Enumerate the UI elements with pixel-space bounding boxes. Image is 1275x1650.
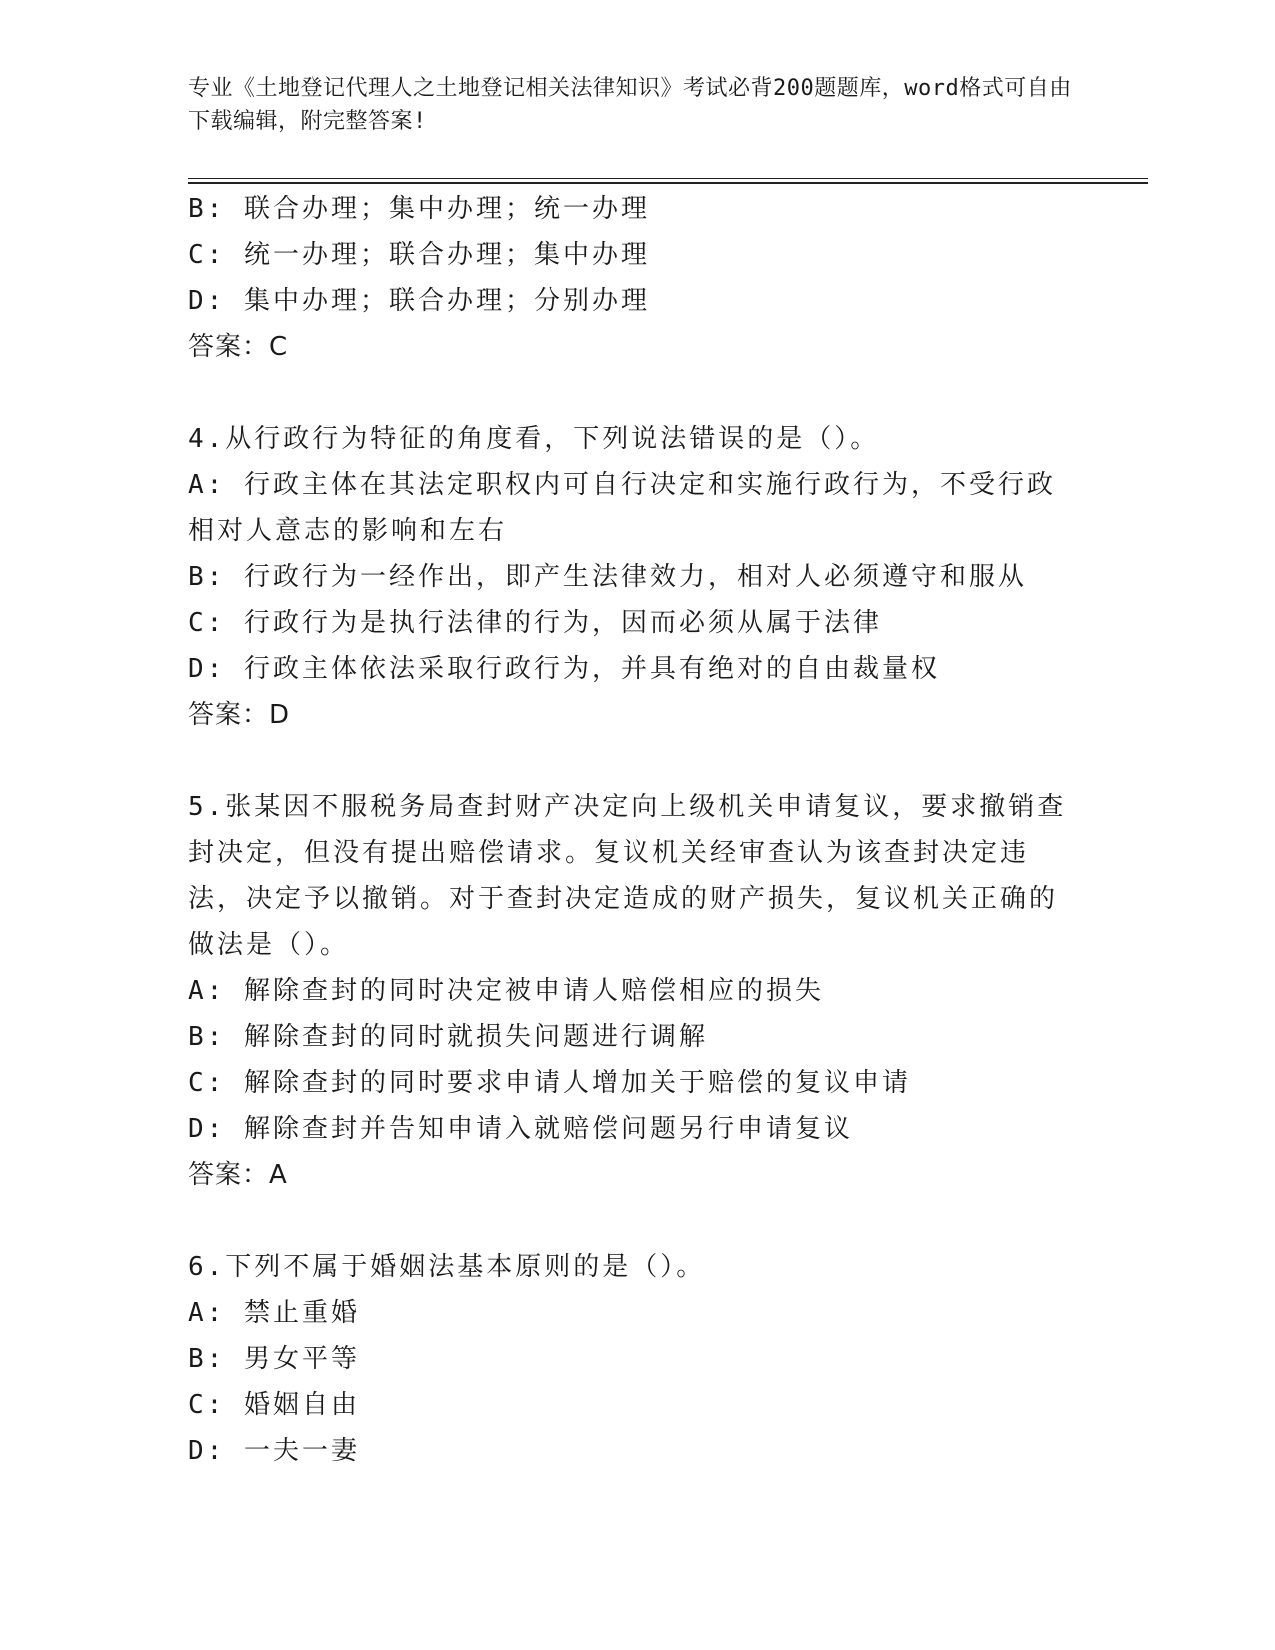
option-a: A: 解除查封的同时决定被申请人赔偿相应的损失 bbox=[188, 976, 824, 1006]
answer-line: 答案：D bbox=[188, 700, 291, 730]
question-4 bbox=[188, 416, 1068, 738]
spacer bbox=[188, 370, 1068, 416]
option-a: A: 禁止重婚 bbox=[188, 1298, 360, 1328]
answer-line: 答案：C bbox=[188, 332, 289, 362]
option-c: C: 统一办理；联合办理；集中办理 bbox=[188, 240, 650, 270]
option-d: D: 一夫一妻 bbox=[188, 1436, 360, 1466]
option-c: C: 婚姻自由 bbox=[188, 1390, 360, 1420]
spacer bbox=[188, 738, 1068, 784]
option-d: D: 解除查封并告知申请入就赔偿问题另行申请复议 bbox=[188, 1114, 853, 1144]
option-a: A: 行政主体在其法定职权内可自行决定和实施行政行为，不受行政相对人意志的影响和左右 bbox=[188, 470, 1056, 546]
option-b: B: 行政行为一经作出，即产生法律效力，相对人必须遵守和服从 bbox=[188, 562, 1027, 592]
option-b: B: 解除查封的同时就损失问题进行调解 bbox=[188, 1022, 708, 1052]
question-stem: 4.从行政行为特征的角度看，下列说法错误的是（）。 bbox=[188, 424, 880, 454]
spacer bbox=[188, 1198, 1068, 1244]
option-d: D: 集中办理；联合办理；分别办理 bbox=[188, 286, 650, 316]
question-stem: 6.下列不属于婚姻法基本原则的是（）。 bbox=[188, 1252, 706, 1282]
option-b: B: 联合办理；集中办理；统一办理 bbox=[188, 194, 650, 224]
question-5 bbox=[188, 784, 1068, 1198]
option-c: C: 解除查封的同时要求申请人增加关于赔偿的复议申请 bbox=[188, 1068, 911, 1098]
answer-line: 答案：A bbox=[188, 1160, 288, 1190]
option-d: D: 行政主体依法采取行政行为，并具有绝对的自由裁量权 bbox=[188, 654, 940, 684]
question-3-fragment bbox=[188, 186, 1068, 370]
question-6 bbox=[188, 1244, 1068, 1474]
option-b: B: 男女平等 bbox=[188, 1344, 360, 1374]
header-divider-thin bbox=[188, 178, 1148, 179]
document-header: 专业《土地登记代理人之土地登记相关法律知识》考试必背200题题库，word格式可自由下载编辑，附完整答案! bbox=[188, 76, 1072, 134]
question-stem: 5.张某因不服税务局查封财产决定向上级机关申请复议，要求撤销查封决定，但没有提出赔偿请求。复议机关经审查认为该查封决定违法，决定予以撤销。对于查封决定造成的财产损失，复议机关正确的做法是（）。 bbox=[188, 792, 1067, 960]
header-divider-thick bbox=[188, 182, 1148, 184]
question-list bbox=[188, 186, 1068, 1474]
option-c: C: 行政行为是执行法律的行为，因而必须从属于法律 bbox=[188, 608, 882, 638]
